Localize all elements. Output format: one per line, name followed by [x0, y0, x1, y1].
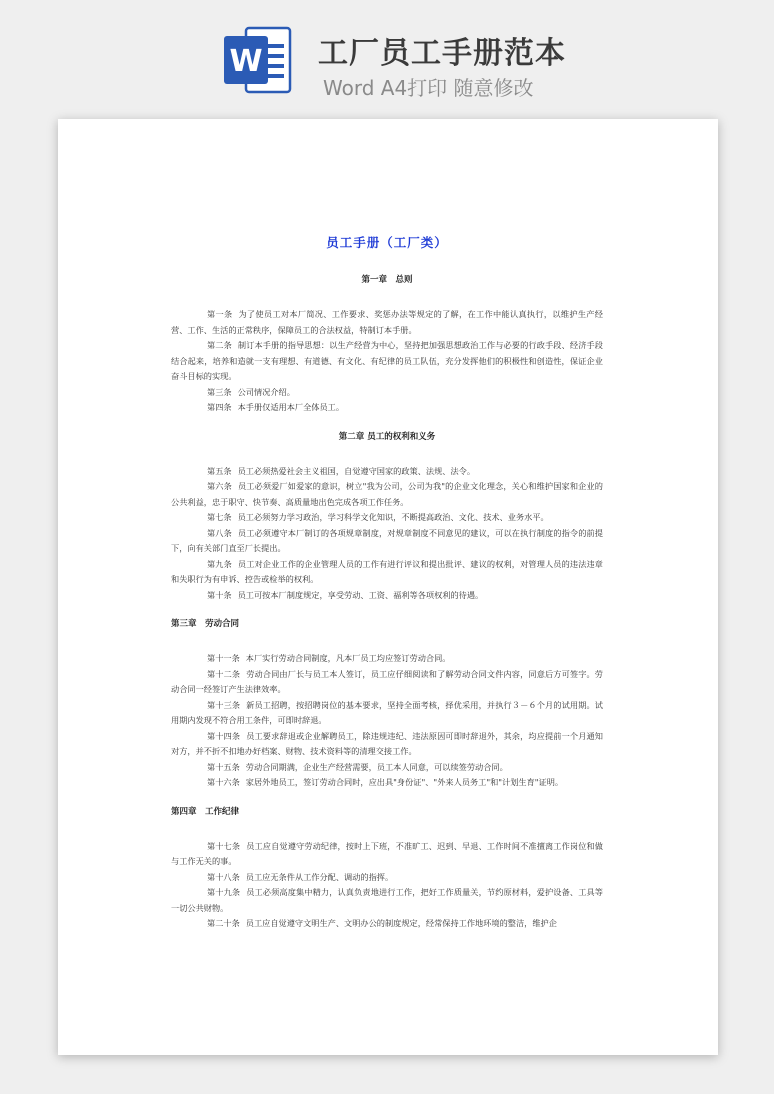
article [171, 651, 603, 667]
article [171, 760, 603, 776]
article [171, 698, 603, 729]
template-subtitle: Word A4打印 随意修改 [323, 76, 534, 100]
article-label: 第三条 [207, 386, 232, 397]
article-text: 员工必须热爱社会主义祖国，自觉遵守国家的政策、法规、法令。 [237, 465, 476, 476]
article-label: 第十三条 [207, 699, 241, 710]
article-label: 第十六条 [207, 777, 240, 787]
article [171, 464, 603, 480]
article-label: 第八条 [207, 527, 232, 538]
article-label: 第九条 [207, 558, 232, 569]
article-label: 第五条 [207, 465, 232, 476]
article-text: 员工应自觉遵守文明生产、文明办公的制度规定，经常保持工作地环境的整洁，维护企 [245, 918, 557, 928]
article-text: 员工应自觉遵守劳动纪律，按时上下班，不准旷工、迟到、早退、工作时间不准擅离工作岗位和做与工作无关的事。 [171, 840, 603, 866]
article-label: 第十二条 [207, 668, 241, 679]
document-title: 员工手册（工厂类） [326, 235, 448, 250]
article-label: 第六条 [207, 481, 232, 491]
article [171, 729, 603, 760]
article [171, 667, 603, 698]
article [171, 400, 603, 416]
article [171, 885, 603, 916]
article [171, 479, 603, 510]
article-label: 第四条 [207, 402, 232, 412]
article [171, 385, 603, 401]
word-document-icon [222, 24, 294, 96]
template-title: 工厂员工手册范本 [318, 36, 566, 71]
article [171, 557, 603, 588]
article-text: 员工必须遵守本厂制订的各项规章制度，对规章制度不同意见的建议，可以在执行制度的指令的前提下，向有关部门直至厂长提出。 [171, 527, 603, 553]
article-text: 员工必须高度集中精力，认真负责地进行工作，把好工作质量关，节约原材料，爱护设备、工具等一切公共财物。 [171, 887, 603, 913]
article-label: 第七条 [207, 512, 232, 522]
article-label: 第一条 [207, 309, 233, 319]
article-text: 本手册仅适用本厂全体员工。 [237, 402, 345, 412]
article [171, 510, 603, 526]
chapter-heading: 第三章 劳动合同 [171, 619, 240, 629]
chapter-heading: 第一章 总则 [361, 275, 413, 285]
article-label: 第十七条 [207, 840, 241, 851]
article-text: 制订本手册的指导思想：以生产经营为中心，坚持把加强思想政治工作与必要的行政手段、经济手段结合起来，培养和造就一支有理想、有道德、有文化、有纪律的员工队伍，充分发挥他们的积极性和创造性，保证企业奋斗目标的实现。 [171, 340, 603, 381]
article [171, 916, 603, 932]
article-label: 第十条 [207, 589, 232, 600]
article [171, 870, 603, 886]
document-page [58, 119, 718, 1055]
article-text: 本厂实行劳动合同制度，凡本厂员工均应签订劳动合同。 [245, 653, 451, 663]
article [171, 307, 603, 338]
svg-text:W: W [229, 44, 263, 79]
document-content [171, 233, 603, 932]
article-text: 员工对企业工作的企业管理人员的工作有进行评议和提出批评、建议的权利，对管理人员的违法违章和失职行为有申诉、控告或检举的权利。 [171, 558, 603, 584]
article [171, 526, 603, 557]
article-label: 第二条 [207, 340, 232, 350]
article-label: 第十九条 [207, 887, 241, 897]
article-text: 员工必须努力学习政治，学习科学文化知识，不断提高政治、文化、技术、业务水平。 [237, 512, 549, 522]
article-label: 第十八条 [207, 871, 240, 882]
article-text: 为了使员工对本厂简况、工作要求、奖惩办法等规定的了解，在工作中能认真执行，以维护生产经营、工作、生活的正常秩序，保障员工的合法权益，特制订本手册。 [171, 309, 603, 335]
article-text: 劳动合同由厂长与员工本人签订，员工应仔细阅读和了解劳动合同文件内容，同意后方可签字。劳动合同一经签订产生法律效率。 [171, 668, 603, 694]
article-text: 员工要求辞退或企业解聘员工，除违规违纪、违法原因可即时辞退外，其余，均应提前一个月通知对方，并不折不扣地办好档案、财物、技术资料等的清理交接工作。 [171, 730, 603, 756]
article-label: 第十四条 [207, 730, 241, 741]
article [171, 839, 603, 870]
chapter-heading: 第二章 员工的权利和义务 [338, 431, 436, 442]
article-text: 员工必须爱厂如爱家的意识，树立"我为公司，公司为我"的企业文化理念，关心和维护国家和企业的公共利益，忠于职守、快节奏、高质量地出色完成各项工作任务。 [171, 481, 603, 507]
article-text: 公司情况介绍。 [237, 386, 295, 397]
watermark [112, 509, 131, 532]
article-label: 第二十条 [207, 918, 240, 928]
article [171, 338, 603, 385]
article-text: 家居外地员工，签订劳动合同时，应出具"身份证"、"外来人员务工"和"计划生育"证明。 [245, 777, 564, 787]
article-text: 新员工招聘，按招聘岗位的基本要求，坚持全面考核，择优采用，并执行３－６个月的试用期。试用期内发现不符合用工条件，可即时辞退。 [171, 699, 603, 725]
banner-header [0, 0, 774, 118]
article [171, 588, 603, 604]
article-text: 劳动合同期满，企业生产经营需要，员工本人同意，可以续签劳动合同。 [245, 761, 508, 772]
article-text: 员工可按本厂制度规定，享受劳动、工资、福利等各项权利的待遇。 [237, 589, 484, 600]
article-label: 第十五条 [207, 761, 240, 772]
article-label: 第十一条 [207, 653, 240, 663]
article-text: 员工应无条件从工作分配、调动的指挥。 [245, 871, 394, 882]
chapter-heading: 第四章 工作纪律 [171, 806, 240, 817]
article [171, 775, 603, 791]
